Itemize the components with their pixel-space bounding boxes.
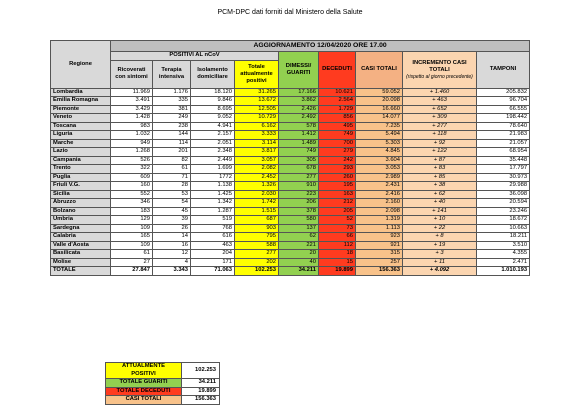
- incremento-cell: + 92: [403, 139, 477, 148]
- incremento-cell: + 10: [403, 216, 477, 225]
- incremento-cell: + 309: [403, 114, 477, 123]
- table-row: [51, 156, 530, 165]
- isolamento-cell: 204: [191, 250, 235, 259]
- isolamento-cell: 1.342: [191, 199, 235, 208]
- casi-totali-cell: 20.098: [356, 97, 403, 106]
- incremento-cell: + 1.460: [403, 88, 477, 97]
- incremento-cell: + 118: [403, 131, 477, 140]
- deceduti-cell: 195: [319, 182, 356, 191]
- terapia-cell: 1.176: [153, 88, 191, 97]
- incremento-cell: + 463: [403, 97, 477, 106]
- totale-positivi-cell: 2.452: [235, 173, 279, 182]
- table-row: [51, 199, 530, 208]
- casi-totali-cell: 16.660: [356, 105, 403, 114]
- ricoverati-cell: 1.268: [111, 148, 153, 157]
- dimessi-cell: 62: [279, 233, 319, 242]
- totale-positivi-cell: 6.162: [235, 122, 279, 131]
- terapia-cell: 54: [153, 199, 191, 208]
- isolamento-cell: 519: [191, 216, 235, 225]
- deceduti-cell: 212: [319, 199, 356, 208]
- incremento-cell: + 40: [403, 199, 477, 208]
- legend-value: 19.899: [182, 387, 220, 396]
- ricoverati-cell: 3.491: [111, 97, 153, 106]
- ricoverati-cell: 983: [111, 122, 153, 131]
- deceduti-header: DECEDUTI: [319, 52, 356, 89]
- incremento-header: [403, 52, 477, 89]
- casi-totali-cell: 3.604: [356, 156, 403, 165]
- region-cell: Campania: [51, 156, 111, 165]
- totale-positivi-cell: 795: [235, 233, 279, 242]
- deceduti-cell: 163: [319, 190, 356, 199]
- table-row: [51, 207, 530, 216]
- table-row: [51, 224, 530, 233]
- tamponi-cell: 30.973: [477, 173, 530, 182]
- deceduti-cell: 19.899: [319, 267, 356, 276]
- isolamento-cell: 2.051: [191, 139, 235, 148]
- deceduti-cell: 1.729: [319, 105, 356, 114]
- ricoverati-cell: 1.428: [111, 114, 153, 123]
- terapia-cell: 4: [153, 258, 191, 267]
- deceduti-cell: 495: [319, 122, 356, 131]
- ricoverati-cell: 11.969: [111, 88, 153, 97]
- table-row: [51, 114, 530, 123]
- ricoverati-cell: 346: [111, 199, 153, 208]
- total-row: [51, 267, 530, 276]
- casi-totali-cell: 257: [356, 258, 403, 267]
- tamponi-cell: 18.211: [477, 233, 530, 242]
- dimessi-cell: 910: [279, 182, 319, 191]
- casi-totali-cell: 921: [356, 241, 403, 250]
- ricoverati-cell: 183: [111, 207, 153, 216]
- terapia-cell: 82: [153, 156, 191, 165]
- legend-label: ATTUALMENTE POSITIVI: [106, 363, 182, 379]
- tamponi-cell: 4.355: [477, 250, 530, 259]
- dimessi-cell: 221: [279, 241, 319, 250]
- tamponi-cell: 198.442: [477, 114, 530, 123]
- casi-totali-cell: 2.989: [356, 173, 403, 182]
- region-cell: Emilia Romagna: [51, 97, 111, 106]
- terapia-cell: 144: [153, 131, 191, 140]
- tamponi-cell: 29.988: [477, 182, 530, 191]
- deceduti-cell: 66: [319, 233, 356, 242]
- table-row: [51, 250, 530, 259]
- ricoverati-cell: 322: [111, 165, 153, 174]
- terapia-cell: 12: [153, 250, 191, 259]
- tamponi-cell: 17.797: [477, 165, 530, 174]
- tamponi-cell: 1.010.193: [477, 267, 530, 276]
- incremento-cell: + 4.092: [403, 267, 477, 276]
- positivi-group-header: POSITIVI AL nCoV: [111, 52, 279, 61]
- terapia-cell: 16: [153, 241, 191, 250]
- incremento-cell: + 19: [403, 241, 477, 250]
- legend-value: 102.253: [182, 363, 220, 379]
- terapia-cell: 3.343: [153, 267, 191, 276]
- totale-positivi-cell: 10.729: [235, 114, 279, 123]
- casi-totali-cell: 2.098: [356, 207, 403, 216]
- table-row: [51, 190, 530, 199]
- incremento-cell: + 83: [403, 165, 477, 174]
- table-row: [51, 122, 530, 131]
- casi-totali-cell: 2.416: [356, 190, 403, 199]
- tamponi-cell: 21.983: [477, 131, 530, 140]
- ricoverati-cell: 109: [111, 224, 153, 233]
- dimessi-cell: 378: [279, 207, 319, 216]
- ricoverati-cell: 27.847: [111, 267, 153, 276]
- table-row: [51, 182, 530, 191]
- terapia-cell: 381: [153, 105, 191, 114]
- incremento-cell: + 62: [403, 190, 477, 199]
- isolamento-cell: 2.348: [191, 148, 235, 157]
- totale-positivi-cell: 202: [235, 258, 279, 267]
- totale-positivi-cell: 3.114: [235, 139, 279, 148]
- isolamento-cell: 2.157: [191, 131, 235, 140]
- casi-totali-cell: 7.235: [356, 122, 403, 131]
- casi-totali-cell: 1.113: [356, 224, 403, 233]
- legend-row: [106, 379, 220, 388]
- legend-label: CASI TOTALI: [106, 396, 182, 405]
- ricoverati-cell: 552: [111, 190, 153, 199]
- tamponi-cell: 2.471: [477, 258, 530, 267]
- table-row: [51, 216, 530, 225]
- region-cell: Lombardia: [51, 88, 111, 97]
- dimessi-cell: 678: [279, 165, 319, 174]
- casi-totali-cell: 4.845: [356, 148, 403, 157]
- update-header: AGGIORNAMENTO 12/04/2020 ORE 17.00: [111, 41, 530, 52]
- ricoverati-cell: 129: [111, 216, 153, 225]
- legend-row: [106, 363, 220, 379]
- isolamento-cell: 1.699: [191, 165, 235, 174]
- totale-positivi-cell: 2.030: [235, 190, 279, 199]
- casi-totali-cell: 2.160: [356, 199, 403, 208]
- region-cell: Abruzzo: [51, 199, 111, 208]
- terapia-cell: 26: [153, 224, 191, 233]
- ricoverati-cell: 949: [111, 139, 153, 148]
- document-title: PCM-DPC dati forniti dal Ministero della Salute: [217, 9, 363, 16]
- dimessi-cell: 20: [279, 250, 319, 259]
- dimessi-cell: 277: [279, 173, 319, 182]
- totale-positivi-cell: 31.265: [235, 88, 279, 97]
- tamponi-cell: 78.640: [477, 122, 530, 131]
- ricoverati-cell: 609: [111, 173, 153, 182]
- ricoverati-cell: 3.429: [111, 105, 153, 114]
- deceduti-cell: 112: [319, 241, 356, 250]
- incremento-note: (rispetto al giorno precedente): [406, 73, 473, 80]
- totale-positivi-header: Totale attualmente positivi: [235, 60, 279, 88]
- dimessi-cell: 34.211: [279, 267, 319, 276]
- incremento-cell: + 8: [403, 233, 477, 242]
- table-row: [51, 88, 530, 97]
- tamponi-cell: 21.057: [477, 139, 530, 148]
- incremento-title: INCREMENTO CASI TOTALI: [412, 59, 467, 73]
- totale-positivi-cell: 1.742: [235, 199, 279, 208]
- tamponi-cell: 3.510: [477, 241, 530, 250]
- casi-totali-cell: 1.319: [356, 216, 403, 225]
- incremento-cell: + 652: [403, 105, 477, 114]
- totale-positivi-cell: 2.082: [235, 165, 279, 174]
- terapia-cell: 335: [153, 97, 191, 106]
- terapia-cell: 39: [153, 216, 191, 225]
- incremento-cell: + 122: [403, 148, 477, 157]
- terapia-cell: 53: [153, 190, 191, 199]
- tamponi-cell: 20.594: [477, 199, 530, 208]
- terapia-cell: 238: [153, 122, 191, 131]
- table-row: [51, 131, 530, 140]
- deceduti-cell: 242: [319, 156, 356, 165]
- tamponi-cell: 68.954: [477, 148, 530, 157]
- deceduti-cell: 15: [319, 258, 356, 267]
- ricoverati-cell: 526: [111, 156, 153, 165]
- ricoverati-cell: 165: [111, 233, 153, 242]
- table-row: [51, 241, 530, 250]
- tamponi-cell: 36.098: [477, 190, 530, 199]
- incremento-cell: + 38: [403, 182, 477, 191]
- casi-totali-header: CASI TOTALI: [356, 52, 403, 89]
- region-cell: Puglia: [51, 173, 111, 182]
- region-cell: TOTALE: [51, 267, 111, 276]
- region-cell: Friuli V.G.: [51, 182, 111, 191]
- terapia-cell: 61: [153, 165, 191, 174]
- totale-positivi-cell: 1.515: [235, 207, 279, 216]
- isolamento-cell: 18.120: [191, 88, 235, 97]
- isolamento-cell: 4.941: [191, 122, 235, 131]
- dimessi-cell: 206: [279, 199, 319, 208]
- region-cell: Sardegna: [51, 224, 111, 233]
- deceduti-cell: 260: [319, 173, 356, 182]
- isolamento-cell: 9.846: [191, 97, 235, 106]
- totale-positivi-cell: 903: [235, 224, 279, 233]
- deceduti-cell: 293: [319, 165, 356, 174]
- ricoverati-cell: 160: [111, 182, 153, 191]
- table-row: [51, 148, 530, 157]
- casi-totali-cell: 315: [356, 250, 403, 259]
- incremento-cell: + 3: [403, 250, 477, 259]
- region-cell: Toscana: [51, 122, 111, 131]
- legend-label: TOTALE GUARITI: [106, 379, 182, 388]
- region-cell: Valle d'Aosta: [51, 241, 111, 250]
- deceduti-cell: 205: [319, 207, 356, 216]
- totale-positivi-cell: 12.505: [235, 105, 279, 114]
- deceduti-cell: 18: [319, 250, 356, 259]
- ricoverati-header: Ricoverati con sintomi: [111, 60, 153, 88]
- terapia-cell: 14: [153, 233, 191, 242]
- table-row: [51, 233, 530, 242]
- deceduti-cell: 2.564: [319, 97, 356, 106]
- deceduti-cell: 279: [319, 148, 356, 157]
- dimessi-cell: 580: [279, 216, 319, 225]
- table-row: [51, 173, 530, 182]
- isolamento-cell: 768: [191, 224, 235, 233]
- dimessi-header: DIMESSI/ GUARITI: [279, 52, 319, 89]
- totale-positivi-cell: 3.057: [235, 156, 279, 165]
- deceduti-cell: 73: [319, 224, 356, 233]
- legend-body: [106, 363, 220, 405]
- dimessi-cell: 3.862: [279, 97, 319, 106]
- dimessi-cell: 137: [279, 224, 319, 233]
- region-cell: Marche: [51, 139, 111, 148]
- isolamento-cell: 1.287: [191, 207, 235, 216]
- region-cell: Lazio: [51, 148, 111, 157]
- dimessi-cell: 1.412: [279, 131, 319, 140]
- terapia-cell: 249: [153, 114, 191, 123]
- terapia-cell: 45: [153, 207, 191, 216]
- region-cell: Umbria: [51, 216, 111, 225]
- region-cell: Piemonte: [51, 105, 111, 114]
- ricoverati-cell: 109: [111, 241, 153, 250]
- dimessi-cell: 40: [279, 258, 319, 267]
- totale-positivi-cell: 588: [235, 241, 279, 250]
- region-header: Regione: [51, 41, 111, 89]
- legend-label: TOTALE DECEDUTI: [106, 387, 182, 396]
- dimessi-cell: 749: [279, 148, 319, 157]
- region-cell: Molise: [51, 258, 111, 267]
- terapia-cell: 28: [153, 182, 191, 191]
- totale-positivi-cell: 687: [235, 216, 279, 225]
- tamponi-cell: 96.704: [477, 97, 530, 106]
- dimessi-cell: 1.489: [279, 139, 319, 148]
- incremento-cell: + 11: [403, 258, 477, 267]
- region-cell: Liguria: [51, 131, 111, 140]
- region-cell: Basilicata: [51, 250, 111, 259]
- terapia-cell: 201: [153, 148, 191, 157]
- region-cell: Calabria: [51, 233, 111, 242]
- table-body: [51, 88, 530, 275]
- deceduti-cell: 700: [319, 139, 356, 148]
- isolamento-cell: 9.052: [191, 114, 235, 123]
- casi-totali-cell: 156.363: [356, 267, 403, 276]
- casi-totali-cell: 14.077: [356, 114, 403, 123]
- isolamento-cell: 463: [191, 241, 235, 250]
- isolamento-header: Isolamento domiciliare: [191, 60, 235, 88]
- totale-positivi-cell: 3.333: [235, 131, 279, 140]
- isolamento-cell: 2.449: [191, 156, 235, 165]
- isolamento-cell: 1.425: [191, 190, 235, 199]
- region-cell: Sicilia: [51, 190, 111, 199]
- incremento-cell: + 22: [403, 224, 477, 233]
- isolamento-cell: 171: [191, 258, 235, 267]
- incremento-cell: + 141: [403, 207, 477, 216]
- totale-positivi-cell: 1.326: [235, 182, 279, 191]
- dimessi-cell: 17.166: [279, 88, 319, 97]
- casi-totali-cell: 5.494: [356, 131, 403, 140]
- dimessi-cell: 305: [279, 156, 319, 165]
- tamponi-cell: 205.832: [477, 88, 530, 97]
- incremento-cell: + 277: [403, 122, 477, 131]
- tamponi-cell: 66.555: [477, 105, 530, 114]
- terapia-header: Terapia intensiva: [153, 60, 191, 88]
- ricoverati-cell: 61: [111, 250, 153, 259]
- legend-row: [106, 396, 220, 405]
- tamponi-cell: 18.672: [477, 216, 530, 225]
- table-row: [51, 165, 530, 174]
- totale-positivi-cell: 277: [235, 250, 279, 259]
- deceduti-cell: 52: [319, 216, 356, 225]
- tamponi-cell: 10.663: [477, 224, 530, 233]
- tamponi-cell: 35.448: [477, 156, 530, 165]
- isolamento-cell: 1.138: [191, 182, 235, 191]
- tamponi-header: TAMPONI: [477, 52, 530, 89]
- casi-totali-cell: 3.053: [356, 165, 403, 174]
- ricoverati-cell: 1.032: [111, 131, 153, 140]
- terapia-cell: 114: [153, 139, 191, 148]
- casi-totali-cell: 59.052: [356, 88, 403, 97]
- casi-totali-cell: 923: [356, 233, 403, 242]
- dimessi-cell: 223: [279, 190, 319, 199]
- ricoverati-cell: 27: [111, 258, 153, 267]
- deceduti-cell: 856: [319, 114, 356, 123]
- totale-positivi-cell: 13.672: [235, 97, 279, 106]
- table-row: [51, 139, 530, 148]
- legend-value: 156.363: [182, 396, 220, 405]
- dimessi-cell: 2.492: [279, 114, 319, 123]
- region-cell: Trento: [51, 165, 111, 174]
- tamponi-cell: 23.246: [477, 207, 530, 216]
- casi-totali-cell: 5.303: [356, 139, 403, 148]
- totale-positivi-cell: 102.253: [235, 267, 279, 276]
- incremento-cell: + 85: [403, 173, 477, 182]
- isolamento-cell: 71.063: [191, 267, 235, 276]
- region-cell: Veneto: [51, 114, 111, 123]
- table-row: [51, 97, 530, 106]
- dimessi-cell: 578: [279, 122, 319, 131]
- legend-table: [105, 362, 220, 405]
- totale-positivi-cell: 3.817: [235, 148, 279, 157]
- region-cell: Bolzano: [51, 207, 111, 216]
- deceduti-cell: 10.621: [319, 88, 356, 97]
- table-row: [51, 105, 530, 114]
- legend-value: 34.211: [182, 379, 220, 388]
- deceduti-cell: 749: [319, 131, 356, 140]
- dimessi-cell: 2.426: [279, 105, 319, 114]
- isolamento-cell: 616: [191, 233, 235, 242]
- covid-data-table: [50, 40, 530, 276]
- isolamento-cell: 8.695: [191, 105, 235, 114]
- table-row: [51, 258, 530, 267]
- incremento-cell: + 87: [403, 156, 477, 165]
- casi-totali-cell: 2.431: [356, 182, 403, 191]
- isolamento-cell: 1772: [191, 173, 235, 182]
- legend-row: [106, 387, 220, 396]
- terapia-cell: 71: [153, 173, 191, 182]
